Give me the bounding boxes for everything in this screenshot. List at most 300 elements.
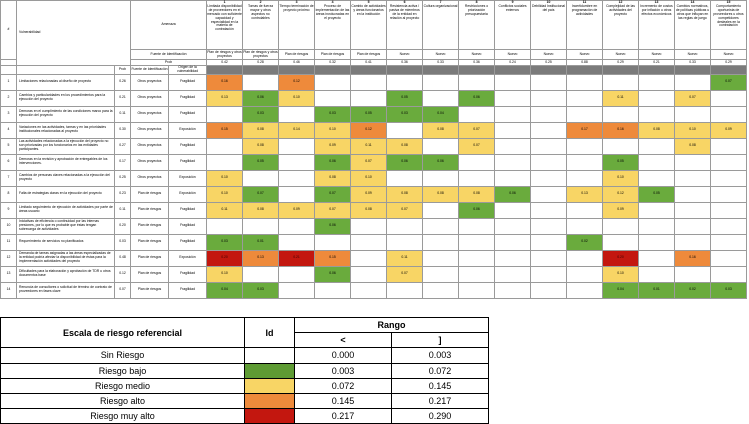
risk-cell xyxy=(459,154,495,170)
row-number: 5 xyxy=(1,138,17,154)
risk-cell xyxy=(459,170,495,186)
risk-cell xyxy=(531,74,567,90)
threat-header xyxy=(567,1,603,50)
threat-fuente: Nuevo xyxy=(495,50,531,60)
risk-cell xyxy=(531,282,567,298)
threat-name: Comportamiento oportunista de proveedores u otros competidores desleales en la contratación xyxy=(713,3,744,28)
risk-cell xyxy=(387,170,423,186)
threat-prob: 0.24 xyxy=(495,60,531,66)
risk-cell xyxy=(567,90,603,106)
risk-cell: 0.03 xyxy=(711,282,747,298)
row-fuente: Otros proyectos xyxy=(131,90,169,106)
legend-max: 0.145 xyxy=(392,378,489,393)
risk-cell xyxy=(567,154,603,170)
risk-cell xyxy=(639,202,675,218)
legend-swatch xyxy=(245,348,295,363)
risk-cell xyxy=(243,218,279,234)
threat-number: 6 xyxy=(403,0,406,4)
subheader-spacer xyxy=(17,66,115,75)
risk-cell xyxy=(639,138,675,154)
risk-cell xyxy=(639,90,675,106)
risk-cell xyxy=(639,74,675,90)
row-origen: Exposición xyxy=(169,170,207,186)
risk-cell: 0.21 xyxy=(279,250,315,266)
legend-swatch xyxy=(245,363,295,378)
threat-prob: 0.36 xyxy=(387,60,423,66)
risk-cell: 0.04 xyxy=(423,106,459,122)
threat-number: 12 xyxy=(618,0,623,4)
legend-min: 0.217 xyxy=(295,409,392,424)
threat-number: 10 xyxy=(546,0,551,4)
risk-cell xyxy=(675,234,711,250)
legend-row xyxy=(1,393,489,408)
risk-cell: 0.17 xyxy=(567,122,603,138)
threat-name: Cambio de actividades y áreas funcionarios en la institución xyxy=(351,3,386,16)
row-origen: Fragilidad xyxy=(169,106,207,122)
threat-fuente: Nuevo xyxy=(423,50,459,60)
risk-cell xyxy=(387,218,423,234)
risk-cell xyxy=(387,122,423,138)
legend-row xyxy=(1,348,489,363)
risk-cell xyxy=(567,266,603,282)
threat-header xyxy=(639,1,675,50)
risk-cell xyxy=(639,234,675,250)
threat-header xyxy=(675,1,711,50)
legend-swatch xyxy=(245,409,295,424)
risk-cell xyxy=(567,250,603,266)
threat-fuente: Plan de riesgos xyxy=(279,50,315,60)
risk-cell xyxy=(531,186,567,202)
risk-cell xyxy=(207,218,243,234)
risk-cell xyxy=(675,170,711,186)
risk-cell: 0.05 xyxy=(387,90,423,106)
risk-cell xyxy=(675,218,711,234)
risk-cell: 0.09 xyxy=(351,186,387,202)
risk-cell xyxy=(279,282,315,298)
threat-fuente: Nuevo xyxy=(387,50,423,60)
risk-cell xyxy=(243,74,279,90)
risk-cell xyxy=(423,170,459,186)
risk-cell: 0.05 xyxy=(603,154,639,170)
row-number: 12 xyxy=(1,250,17,266)
risk-cell xyxy=(315,234,351,250)
row-fuente: Otros proyectos xyxy=(131,170,169,186)
threat-name: Cambios normativos, de políticas públicas u otros que influyan en las reglas de juego xyxy=(675,3,710,20)
risk-cell xyxy=(603,74,639,90)
gray-band-cell xyxy=(423,66,459,75)
table-row xyxy=(1,106,747,122)
table-row xyxy=(1,234,747,250)
row-vulnerability-text: Demanda de tareas asignadas a las áreas especializadas de la entidad podría afectar la disponibilidad de éstas para la implementación actividades del proyecto xyxy=(17,250,115,266)
threat-header xyxy=(279,1,315,50)
risk-cell: 0.11 xyxy=(387,250,423,266)
row-origen: Fragilidad xyxy=(169,202,207,218)
threat-fuente: Plan de riesgos y otros proyectos xyxy=(243,49,278,58)
risk-cell: 0.03 xyxy=(315,106,351,122)
threat-fuente: Nuevo xyxy=(567,50,603,60)
threat-number: 2 xyxy=(259,0,262,4)
row-number: 1 xyxy=(1,74,17,90)
row-prob: 0.11 xyxy=(115,106,131,122)
risk-cell xyxy=(711,138,747,154)
risk-cell xyxy=(639,218,675,234)
risk-cell: 0.06 xyxy=(423,154,459,170)
risk-cell xyxy=(387,74,423,90)
row-vulnerability-text: Requerimiento de servicios no planificados xyxy=(17,234,115,250)
table-row xyxy=(1,170,747,186)
risk-cell xyxy=(603,106,639,122)
row-vulnerability-text: Limitado seguimiento de ejecución de actividades por parte de áreas usuario xyxy=(17,202,115,218)
row-prob: 0.03 xyxy=(115,234,131,250)
risk-cell: 0.06 xyxy=(243,90,279,106)
row-fuente: Plan de riesgos xyxy=(131,250,169,266)
risk-cell xyxy=(711,202,747,218)
risk-cell xyxy=(495,138,531,154)
risk-cell: 0.05 xyxy=(243,154,279,170)
legend-id-header: Id xyxy=(245,318,295,348)
risk-cell: 0.10 xyxy=(207,170,243,186)
threat-fuente: Nuevo xyxy=(531,50,567,60)
row-vulnerability-text: Falta de estrategias claras en la ejecución del proyecto xyxy=(17,186,115,202)
risk-cell xyxy=(495,90,531,106)
row-number: 11 xyxy=(1,234,17,250)
legend-row xyxy=(1,409,489,424)
row-fuente: Plan de riesgos xyxy=(131,234,169,250)
risk-cell xyxy=(495,74,531,90)
row-prob: 0.48 xyxy=(115,250,131,266)
risk-cell xyxy=(495,250,531,266)
legend-max: 0.290 xyxy=(392,409,489,424)
risk-cell xyxy=(351,218,387,234)
legend-upper-symbol: ] xyxy=(392,333,489,348)
threat-prob: 0.25 xyxy=(531,60,567,66)
risk-cell xyxy=(243,170,279,186)
row-vulnerability-text: Renuncia de consultores o solicitud de término de contrato de proveedores en fases clave xyxy=(17,282,115,298)
risk-cell xyxy=(711,266,747,282)
risk-cell: 0.15 xyxy=(207,122,243,138)
risk-cell: 0.20 xyxy=(207,250,243,266)
risk-cell: 0.09 xyxy=(603,202,639,218)
risk-cell xyxy=(603,138,639,154)
risk-cell: 0.06 xyxy=(459,90,495,106)
threat-fuente: Plan de riesgos y otros proyectos xyxy=(207,49,242,58)
gray-band-cell xyxy=(387,66,423,75)
risk-cell xyxy=(495,218,531,234)
risk-cell: 0.06 xyxy=(315,266,351,282)
threat-name: Cultura organizacional xyxy=(423,3,458,8)
risk-cell xyxy=(495,122,531,138)
risk-cell xyxy=(531,154,567,170)
risk-scale-legend xyxy=(0,317,489,424)
risk-cell: 0.12 xyxy=(603,186,639,202)
matrix-threat-header-row xyxy=(1,1,747,50)
threat-number: 14 xyxy=(690,0,695,4)
row-origen: Fragilidad xyxy=(169,234,207,250)
risk-cell: 0.09 xyxy=(279,202,315,218)
risk-cell xyxy=(675,266,711,282)
row-vulnerability-text: Las actividades relacionadas a la ejecución del proyecto no son priorizadas por los funcionarios en las entidades participantes. xyxy=(17,138,115,154)
threat-number: 5 xyxy=(367,0,370,4)
risk-cell xyxy=(675,106,711,122)
risk-cell xyxy=(351,266,387,282)
row-number: 8 xyxy=(1,186,17,202)
threat-fuente: Nuevo xyxy=(711,50,747,60)
threat-number: 3 xyxy=(295,0,298,4)
risk-cell xyxy=(423,90,459,106)
threat-name: Complejidad de las actividades del proyecto xyxy=(606,3,635,16)
row-fuente: Plan de riesgos xyxy=(131,266,169,282)
threat-name: Incremento de costos por inflación u otros efectos económicos xyxy=(640,3,673,16)
risk-cell: 0.08 xyxy=(387,186,423,202)
legend-label: Riesgo muy alto xyxy=(1,409,245,424)
threat-prob: 0.21 xyxy=(639,60,675,66)
threat-fuente: Nuevo xyxy=(459,50,495,60)
row-prob: 0.27 xyxy=(115,138,131,154)
threat-header xyxy=(351,1,387,50)
risk-cell: 0.11 xyxy=(207,202,243,218)
row-vulnerability-text: Demoras en la revisión y aprobación de entregables de los intervenciones. xyxy=(17,154,115,170)
row-fuente: Otros proyectos xyxy=(131,122,169,138)
threat-prob: 0.32 xyxy=(315,60,351,66)
risk-cell xyxy=(423,234,459,250)
gray-band-cell xyxy=(711,66,747,75)
table-row xyxy=(1,218,747,234)
table-row xyxy=(1,250,747,266)
risk-cell xyxy=(675,154,711,170)
risk-cell: 0.03 xyxy=(243,282,279,298)
threat-number: 8 xyxy=(475,0,478,4)
risk-cell: 0.07 xyxy=(675,90,711,106)
threat-header xyxy=(603,1,639,50)
risk-cell xyxy=(531,138,567,154)
row-fuente: Otros proyectos xyxy=(131,74,169,90)
row-fuente: Plan de riesgos xyxy=(131,202,169,218)
risk-cell xyxy=(207,138,243,154)
risk-cell xyxy=(495,282,531,298)
risk-cell xyxy=(675,186,711,202)
risk-cell: 0.01 xyxy=(243,234,279,250)
gray-band-cell xyxy=(639,66,675,75)
threat-prob: 0.46 xyxy=(279,60,315,66)
row-origen: Fragilidad xyxy=(169,74,207,90)
threat-name: Incertidumbre en programación de actividades xyxy=(571,3,598,16)
risk-cell: 0.06 xyxy=(315,154,351,170)
risk-cell: 0.13 xyxy=(243,250,279,266)
risk-cell xyxy=(639,154,675,170)
risk-cell xyxy=(351,250,387,266)
risk-cell xyxy=(639,266,675,282)
risk-cell: 0.09 xyxy=(315,138,351,154)
table-row xyxy=(1,266,747,282)
risk-cell xyxy=(531,170,567,186)
risk-cell xyxy=(351,90,387,106)
prob-label: Prob xyxy=(131,60,207,66)
risk-cell xyxy=(351,74,387,90)
risk-cell: 0.15 xyxy=(315,250,351,266)
risk-cell: 0.05 xyxy=(351,106,387,122)
risk-cell: 0.08 xyxy=(243,202,279,218)
row-origen: Exposición xyxy=(169,122,207,138)
risk-cell xyxy=(279,186,315,202)
risk-cell: 0.16 xyxy=(207,74,243,90)
threat-name: Limitada disponibilidad de proveedores en el mercado con suficiente capacidad y especialidad en la materia de contratación xyxy=(207,3,242,32)
risk-cell: 0.12 xyxy=(351,122,387,138)
threat-fuente: Plan de riesgos xyxy=(315,50,351,60)
row-origen: Exposición xyxy=(169,250,207,266)
gray-band-cell xyxy=(495,66,531,75)
risk-cell xyxy=(459,250,495,266)
risk-cell: 0.08 xyxy=(423,122,459,138)
risk-cell xyxy=(351,234,387,250)
row-prob: 0.11 xyxy=(115,202,131,218)
risk-cell xyxy=(423,202,459,218)
row-prob: 0.21 xyxy=(115,90,131,106)
risk-cell: 0.07 xyxy=(387,202,423,218)
gray-band-cell xyxy=(675,66,711,75)
vulnerabilidad-header: Vulnerabilidad xyxy=(17,1,131,66)
risk-cell: 0.11 xyxy=(351,138,387,154)
threat-header xyxy=(243,1,279,50)
legend-label: Riesgo alto xyxy=(1,393,245,408)
risk-cell xyxy=(459,106,495,122)
matrix-corner: # xyxy=(1,1,17,60)
risk-cell xyxy=(567,218,603,234)
row-vulnerability-text: Cambios de personas claves relacionadas a la ejecución del proyecto xyxy=(17,170,115,186)
legend-min: 0.145 xyxy=(295,393,392,408)
legend-lower-symbol: < xyxy=(295,333,392,348)
risk-cell xyxy=(639,250,675,266)
risk-cell xyxy=(459,266,495,282)
row-fuente: Plan de riesgos xyxy=(131,218,169,234)
threat-name: Debilidad Institucional del país xyxy=(532,3,565,12)
risk-cell xyxy=(207,154,243,170)
threat-name: Tomas de fuerza mayor y otros aspectos no controlables xyxy=(247,3,274,20)
threat-fuente: Nuevo xyxy=(675,50,711,60)
risk-cell xyxy=(315,74,351,90)
risk-cell xyxy=(495,170,531,186)
risk-cell xyxy=(711,154,747,170)
row-origen: Fragilidad xyxy=(169,154,207,170)
risk-cell: 0.10 xyxy=(351,170,387,186)
risk-cell xyxy=(567,138,603,154)
risk-cell xyxy=(279,170,315,186)
row-number: 7 xyxy=(1,170,17,186)
risk-cell: 0.07 xyxy=(387,266,423,282)
row-number: 2 xyxy=(1,90,17,106)
threat-prob: 0.88 xyxy=(567,60,603,66)
row-vulnerability-text: Variaciones en las actividades, tareas y en las prioridades institucionales relacionadas al proyecto xyxy=(17,122,115,138)
gray-band-cell xyxy=(315,66,351,75)
table-row xyxy=(1,202,747,218)
risk-cell: 0.16 xyxy=(675,250,711,266)
risk-cell xyxy=(531,234,567,250)
risk-cell xyxy=(495,106,531,122)
gray-band-cell xyxy=(207,66,243,75)
risk-cell xyxy=(639,106,675,122)
threat-header xyxy=(207,1,243,50)
threat-name: Resistencia activa / pasiva de miembros de la entidad en relación al proyecto xyxy=(389,3,420,20)
risk-cell: 0.10 xyxy=(603,170,639,186)
threat-header xyxy=(711,1,747,50)
legend-max: 0.217 xyxy=(392,393,489,408)
legend-min: 0.072 xyxy=(295,378,392,393)
risk-cell: 0.14 xyxy=(279,122,315,138)
risk-cell: 0.08 xyxy=(243,122,279,138)
risk-cell: 0.10 xyxy=(279,90,315,106)
threat-number: 9 xyxy=(511,0,514,4)
risk-cell xyxy=(495,202,531,218)
risk-cell xyxy=(531,122,567,138)
risk-cell: 0.08 xyxy=(423,186,459,202)
risk-cell xyxy=(315,282,351,298)
row-origen: Fragilidad xyxy=(169,282,207,298)
risk-cell xyxy=(351,282,387,298)
threat-number: 11 xyxy=(582,0,587,4)
gray-band-cell xyxy=(603,66,639,75)
risk-cell xyxy=(603,234,639,250)
threat-name: Conflictos sociales externos xyxy=(498,3,527,12)
risk-cell: 0.08 xyxy=(675,138,711,154)
threat-prob: 0.33 xyxy=(423,60,459,66)
row-prob: 0.30 xyxy=(115,122,131,138)
risk-cell xyxy=(459,282,495,298)
threat-header xyxy=(531,1,567,50)
risk-cell xyxy=(423,74,459,90)
risk-cell xyxy=(423,250,459,266)
threat-header xyxy=(315,1,351,50)
legend-title: Escala de riesgo referencial xyxy=(1,318,245,348)
row-prob: 0.07 xyxy=(115,282,131,298)
row-vulnerability-text: Demoras en el cumplimiento de las condiciones marco para la ejecución del proyecto xyxy=(17,106,115,122)
table-row xyxy=(1,282,747,298)
row-prob: 0.17 xyxy=(115,154,131,170)
row-fuente: Otros proyectos xyxy=(131,138,169,154)
risk-cell xyxy=(315,90,351,106)
threat-name: Tiempo terminación de proyecto próximo xyxy=(279,3,314,12)
risk-cell: 0.08 xyxy=(387,138,423,154)
legend-row xyxy=(1,363,489,378)
threat-name: Proceso de implementación de las áreas involucradas en el proyecto xyxy=(315,3,350,20)
risk-cell: 0.04 xyxy=(207,282,243,298)
amenaza-header: Amenaza xyxy=(131,1,207,50)
risk-cell: 0.13 xyxy=(567,186,603,202)
threat-header xyxy=(423,1,459,50)
row-origen: Exposición xyxy=(169,186,207,202)
table-row xyxy=(1,154,747,170)
threat-number: 4 xyxy=(331,0,334,4)
risk-cell xyxy=(279,154,315,170)
threat-header xyxy=(387,1,423,50)
risk-cell xyxy=(567,170,603,186)
risk-cell xyxy=(531,106,567,122)
gray-band-cell xyxy=(279,66,315,75)
legend-label: Riesgo medio xyxy=(1,378,245,393)
gray-band-cell xyxy=(351,66,387,75)
row-number: 6 xyxy=(1,154,17,170)
risk-cell xyxy=(711,90,747,106)
risk-cell: 0.03 xyxy=(387,106,423,122)
risk-cell xyxy=(459,218,495,234)
risk-cell xyxy=(603,218,639,234)
subheader-spacer xyxy=(1,66,17,75)
row-number: 13 xyxy=(1,266,17,282)
row-prob: 0.20 xyxy=(115,218,131,234)
risk-cell xyxy=(459,234,495,250)
row-fuente: Plan de riesgos xyxy=(131,186,169,202)
risk-cell: 0.07 xyxy=(459,138,495,154)
risk-cell xyxy=(279,106,315,122)
legend-max: 0.072 xyxy=(392,363,489,378)
